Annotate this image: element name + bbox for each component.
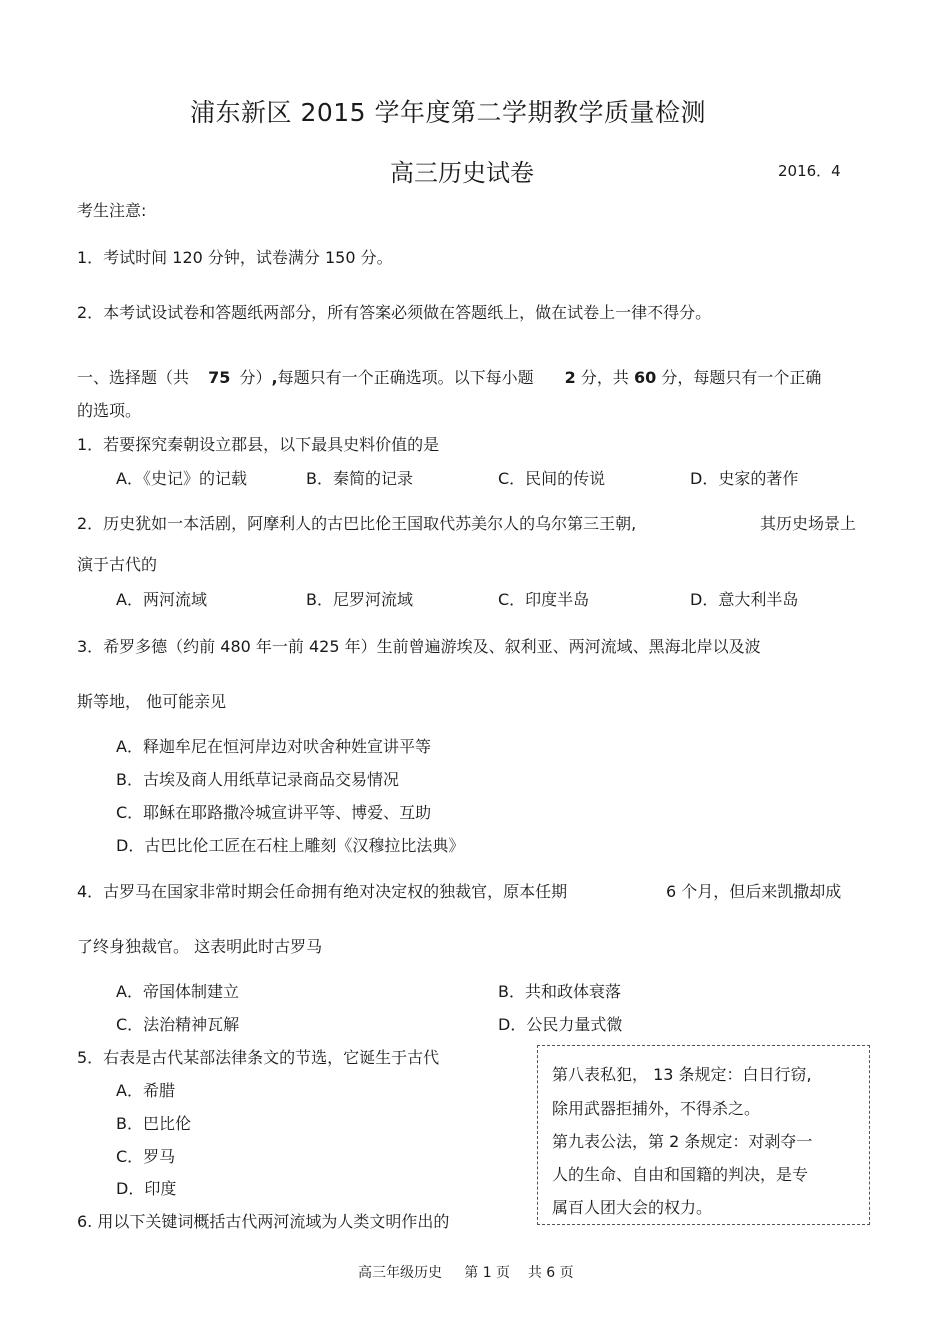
notice-item-2: 2．本考试设试卷和答题纸两部分，所有答案必须做在答题纸上，做在试卷上一律不得分。 [77,303,712,322]
q1-option-d: D．史家的著作 [690,469,799,488]
q2-stem-part3: 演于古代的 [77,555,158,574]
q5-option-d: D．印度 [116,1179,177,1198]
q1-option-b: B．秦简的记录 [306,469,413,488]
q2-option-c: C．印度半岛 [498,590,590,609]
q4-option-b: B．共和政体衰落 [498,982,621,1001]
q1-option-c: C．民间的传说 [498,469,606,488]
q4-option-d: D．公民力量式微 [498,1015,623,1034]
q4-option-c: C．法治精神瓦解 [116,1015,240,1034]
exam-date: 2016．4 [778,162,841,180]
q2-option-a: A．两河流域 [116,590,207,609]
section-heading [77,365,821,388]
q3-option-c: C．耶稣在耶路撒冷城宣讲平等、博爱、互助 [116,803,432,822]
notice-item-1: 1．考试时间 120 分钟，试卷满分 150 分。 [77,248,393,267]
q4-stem-part2: 6 个月，但后来凯撒却成 [666,882,842,901]
section-heading-g: 分，共 [580,368,629,387]
section-heading-h: 60 [634,368,657,387]
q1-stem: 1．若要探究秦朝设立郡县，以下最具史料价值的是 [77,435,440,454]
section-heading-a: 一、选择题（共 [77,368,190,387]
q3-option-a: A．释迦牟尼在恒河岸边对吠舍种姓宣讲平等 [116,737,431,756]
law-excerpt-line-3: 第九表公法，第 2 条规定：对剥夺一 [552,1132,813,1151]
q3-stem-part2: 斯等地， 他可能亲见 [77,692,227,711]
law-excerpt-line-1: 第八表私犯， 13 条规定：白日行窃, [552,1065,812,1084]
q4-stem-part3: 了终身独裁官。 这表明此时古罗马 [77,937,323,956]
q6-stem: 6. 用以下关键词概括古代两河流域为人类文明作出的 [77,1212,450,1231]
notice-heading: 考生注意: [77,201,147,220]
q2-option-d: D．意大利半岛 [690,590,799,609]
section-heading-i: 分，每题只有一个正确 [661,368,822,387]
law-excerpt-box [537,1045,870,1225]
q1-option-a: A．《史记》的记载 [116,469,247,488]
q5-stem: 5．右表是古代某部法律条文的节选，它诞生于古代 [77,1048,440,1067]
q3-stem-part1: 3．希罗多德（约前 480 年一前 425 年）生前曾遍游埃及、叙利亚、两河流域、黑海北岸以及波 [77,637,761,656]
section-heading-c: 分） [239,368,272,387]
q2-option-b: B．尼罗河流域 [306,590,413,609]
section-heading-line2: 的选项。 [77,401,142,420]
law-excerpt-line-4: 人的生命、自由和国籍的判决，是专 [552,1165,809,1184]
q4-stem-part1: 4．古罗马在国家非常时期会任命拥有绝对决定权的独裁官，原本任期 [77,882,568,901]
section-heading-d: , [271,368,278,387]
q4-option-a: A．帝国体制建立 [116,982,239,1001]
q5-option-a: A．希腊 [116,1081,175,1100]
section-heading-b: 75 [208,368,231,387]
page-footer: 高三年级历史 第 1 页 共 6 页 [358,1265,574,1281]
exam-subtitle: 高三历史试卷 [390,159,534,187]
q5-option-b: B．巴比伦 [116,1114,191,1133]
q2-stem-part2: 其历史场景上 [760,514,857,533]
q3-option-d: D．古巴比伦工匠在石柱上雕刻《汉穆拉比法典》 [116,836,465,855]
law-excerpt-line-2: 除用武器拒捕外，不得杀之。 [552,1099,761,1118]
section-heading-e: 每题只有一个正确选项。以下每小题 [277,368,534,387]
section-heading-f: 2 [564,368,576,387]
law-excerpt-line-5: 属百人团大会的权力。 [552,1198,713,1217]
exam-title: 浦东新区 2015 学年度第二学期教学质量检测 [190,98,707,127]
q2-stem-part1: 2．历史犹如一本活剧，阿摩利人的古巴比伦王国取代苏美尔人的乌尔第三王朝, [77,514,637,533]
q3-option-b: B．古埃及商人用纸草记录商品交易情况 [116,770,399,789]
q5-option-c: C．罗马 [116,1147,176,1166]
